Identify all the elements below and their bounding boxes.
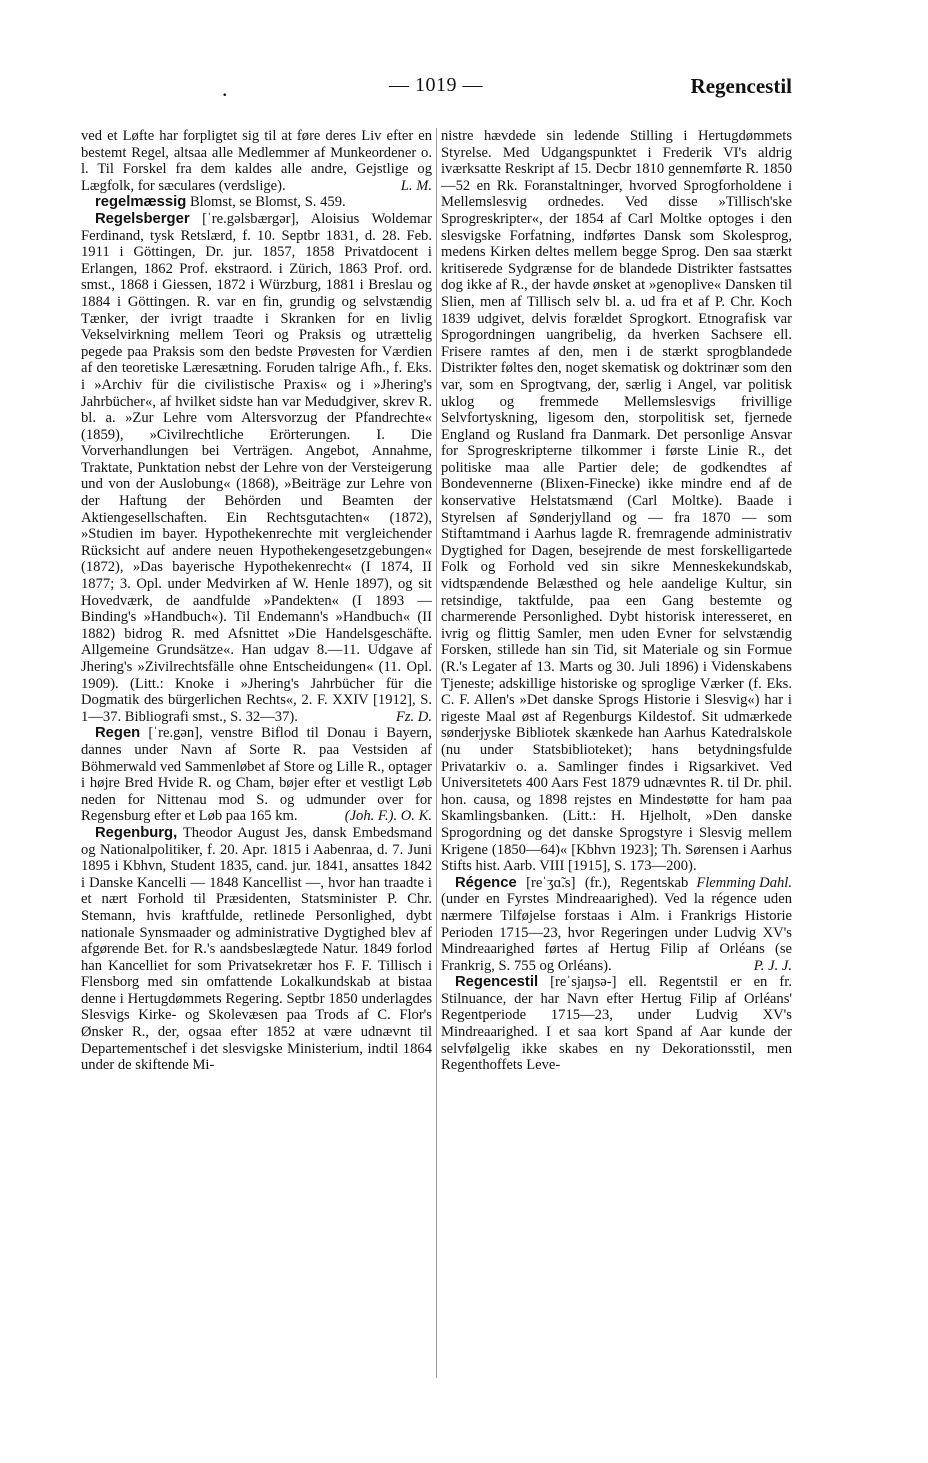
headword: Régence (455, 874, 517, 891)
headword: regelmæssig (95, 194, 187, 211)
author-signature: Fz. D. (395, 708, 432, 725)
author-signature: P. J. J. (753, 957, 792, 974)
left-column (81, 128, 432, 1074)
entry-regence: Régence [reˈʒɑ̃.s] (fr.), Regentskab (under en Fyrstes Mindreaarighed). Ved la régence uden nærmere Tilføjelse forstaas i Alm. i Frankrigs Historie Perioden 1715—23, hvor Regeringen under Ludvig XV's Mindreaarighed førtes af Hertug Filip af Orléans (se Frankrig, S. 755 og Orléans). P. J. J. (441, 874, 792, 974)
column-divider (436, 128, 437, 1378)
entry-regen: Regen [ˈre.gən], venstre Biflod til Donau i Bayern, dannes under Navn af Sorte R. paa Vestsiden af Böhmerwald ved Sammenløbet af Store og Lille R., optager i højre Bred Hvide R. og Cham, bøjer efter et vestligt Løb neden for Nittenau mod S. og udmunder over for Regensburg efter et Løb paa 165 km. (Joh. F.). O. K. (81, 725, 433, 825)
headword: Regen (95, 725, 141, 742)
entry-regelsberger: Regelsberger [ˈre.gəlsbærgər], Aloisius Woldemar Ferdinand, tysk Retslærd, f. 10. Septbr 1831, d. 28. Feb. 1911 i Göttingen, Dr. jur. 1857, 1858 Privatdocent i Erlangen, 1862 Prof. ekstraord. i Zürich, 1863 Prof. ord. smst., 1868 i Giessen, 1872 i Würzburg, 1881 i Breslau og 1884 i Göttingen. R. var en fin, grundig og selvstændig Tænker, der ivrigt traadte i Skranken for en livlig Vekselvirkning mellem Teori og Praksis og utrættelig pegede paa Praksis som den bedste Prøvesten for Værdien af den teoretiske Læresætning. Foruden talrige Afh., f. Eks. i »Archiv für die civilistische Praxis« og i »Jhering's Jahrbücher«, af hvilket sidste han var Medudgiver, skrev R. bl. a. »Zur Lehre vom Altersvorzug der Pfandrechte« (1859), »Civilrechtliche Erörterungen. I. Die Vorverhandlungen bei Verträgen. Angebot, Annahme, Traktate, Punktation nebst der Lehre von der Versteigerung und von der Auslobung« (1868), »Beiträge zur Lehre von der Haftung der Behörden und Beamten der Aktiengesellschaften. Ein Rechtsgutachten« (1872), »Studien im bayer. Hypothekenrechte mit vergleichender Rücksicht auf andere neuen Hypothekengesetzgebungen« (1872), »Das bayerische Hypothekenrecht« (I 1874, II 1877; 3. Opl. under Medvirken af W. Henle 1897), og sit Hovedværk, de aandfulde »Pandekten« (I 1893 — Binding's »Handbuch«). Til Endemann's »Handbuch« (II 1882) bidrog R. med Afsnittet »Die Handelsgeschäfte. Allgemeine Grundsätze«. Han udgav 8.—11. Udgave af Jhering's »Zivilrechtsfälle ohne Entscheidungen« (11. Opl. 1909). (Litt.: Knoke i »Jhering's Jahrbücher für die Dogmatik des bürgerlichen Rechts«, 2. F. XXIV [1912], S. 1—37. Bibliografi smst., S. 32—37). Fz. D. (81, 210, 432, 725)
page-number: — 1019 — (389, 74, 483, 96)
right-column (441, 128, 792, 1074)
headword: Regelsberger (95, 210, 190, 227)
entry-regenburg: Regenburg, Theodor August Jes, dansk Embedsmand og Nationalpolitiker, f. 20. Apr. 1815 i Aabenraa, d. 7. Juni 1895 i Kbhvn, Student 1835, cand. jur. 1841, ansattes 1842 i Danske Kancelli — 1848 Kancellist —, hvor han traadte i et nært Forhold til Præsidenten, Statsminister P. Chr. Stemann, hvis kraftfulde, retlinede Personlighed, dybt nationale Synsmaader og administrative Dygtighed blev af afgørende Bet. for R.'s aandsbeslægtede Natur. 1849 forlod han Kancelliet for som Privatsekretær hos F. F. Tillisch i Flensborg med sin omfattende Lokalkundskab at bistaa denne i Hertugdømmets Regering. Septbr 1850 underlagdes Slesvigs Kirke- og Skolevæsen paa Trods af C. Flor's Ønsker R., der, ogsaa efter 1852 at være udnævnt til Departementschef i det slesvigske Ministerium, indtil 1864 under de skiftende Mi- (81, 824, 432, 1074)
author-signature: Flemming Dahl. (696, 874, 792, 891)
page-header (80, 74, 792, 104)
entry-continuation: ved et Løfte har forpligtet sig til at føre deres Liv efter en bestemt Regel, altsaa alle Medlemmer af Munkeordener o. l. Til Forskel fra dem kaldes alle andre, Gejstlige og Lægfolk, for sæculares (verdslige). L. M. (81, 128, 432, 194)
headword: Regencestil (455, 974, 539, 991)
entry-regenburg-continued: nistre hævdede sin ledende Stilling i Hertugdømmets Styrelse. Med Udgangspunktet i Frederik VI's aldrig iværksatte Reskript af 15. Decbr 1810 gennemførte R. 1850—52 en Rk. Foranstaltninger, hvorved Sprogforholdene i Mellemslesvig ordnedes. Ved disse »Tillisch'ske Sprogreskripter«, der 1854 af Carl Moltke optoges i den slesvigske Forfatning, indførtes Dansk som Skolesprog, medens Kirken deltes mellem begge Sprog. Den saa stærkt kritiserede Sydgrænse for de blandede Distrikter fastsattes dog ikke af R., der havde ønsket at »genoplive« Dansken til Slien, men af Tillisch selv bl. a. ud fra et af P. Chr. Koch 1839 udgivet, delvis forældet Sprogkort. Etnografisk var Sprogordningen uangribelig, da hverken Sachsere ell. Frisere ramtes af den, men i de stærkt sprogblandede Distrikter føltes den, noget skematisk og doktrinær som den var, som en Sprogtvang, der, særlig i Angel, var politisk uklog og fremmede Mellemslesvigs frivillige Selvfortyskning, ligesom den, storpolitisk set, fjernede England og Rusland fra Danmark. Det personlige Ansvar for Sprogreskripterne tilkommer i første Linie R., det politiske maa alle Partier dele; de godkendtes af Bondevennerne (Blixen-Finecke) ikke mindre end af de konservative Helstatsmænd (Carl Moltke). Baade i Styrelsen af Sønderjylland og — fra 1870 — som Stiftamtmand i Aarhus lagde R. fremragende administrativ Dygtighed for Dagen, besejrende de mest forskelligartede Folk og Forhold ved sin sikre Menneskekundskab, vidtspændende Belæsthed og hele aandelige Kultur, sin retsindige, taktfulde, paa een Gang bestemte og charmerende Personlighed. Dybt historisk interesseret, en ivrig og flittig Samler, men uden Evner for selvstændig Forsken, stillede han sin Tid, sit Materiale og sin Formue (R.'s Legater af 13. Marts og 30. Juli 1896) i Videnskabens Tjeneste; adskillige historiske og sproglige Værker (f. Eks. C. F. Allen's »Det danske Sprogs Historie i Slesvig«) har i rigeste Maal øst af Regenburgs Kildestof. Sit udmærkede sønderjyske Bibliotek skænkede han Aarhus Katedralskole (nu under Statsbiblioteket); hans betydningsfulde Privatarkiv o. a. Samlinger findes i Rigsarkivet. Ved Universitetets 400 Aars Fest 1879 udnævntes R. til Dr. phil. hon. causa, og 1898 rejstes en Mindestøtte for ham paa Skamlingsbanken. (Litt.: H. Hjelholt, »Den danske Sprogordning og det danske Sprogstyre i Slesvig mellem Krigene (1850—64)« [Kbhvn 1923]; Th. Sørensen i Aarhus Stifts hist. Aarb. VIII [1915], S. 173—200). Flemming Dahl. (441, 128, 792, 891)
header-dot: . (222, 76, 228, 101)
entry-regencestil: Regencestil [reˈsjaŋsə-] ell. Regentstil er en fr. Stilnuance, der har Navn efter Hertug Filip af Orléans' Regentperiode 1715—23, under Ludvig XV's Mindreaarighed. I et saa kort Spand af Aar kunde der selvfølgelig ikke skabes en ny Dekorationsstil, men Regenthoffets Leve- (441, 974, 792, 1074)
author-signature: L. M. (400, 177, 432, 194)
headword: Regenburg, (95, 824, 178, 841)
running-head: Regencestil (690, 74, 792, 98)
author-signature: (Joh. F.). O. K. (344, 808, 432, 825)
entry-regelmaessig: regelmæssig Blomst, se Blomst, S. 459. (95, 194, 346, 211)
